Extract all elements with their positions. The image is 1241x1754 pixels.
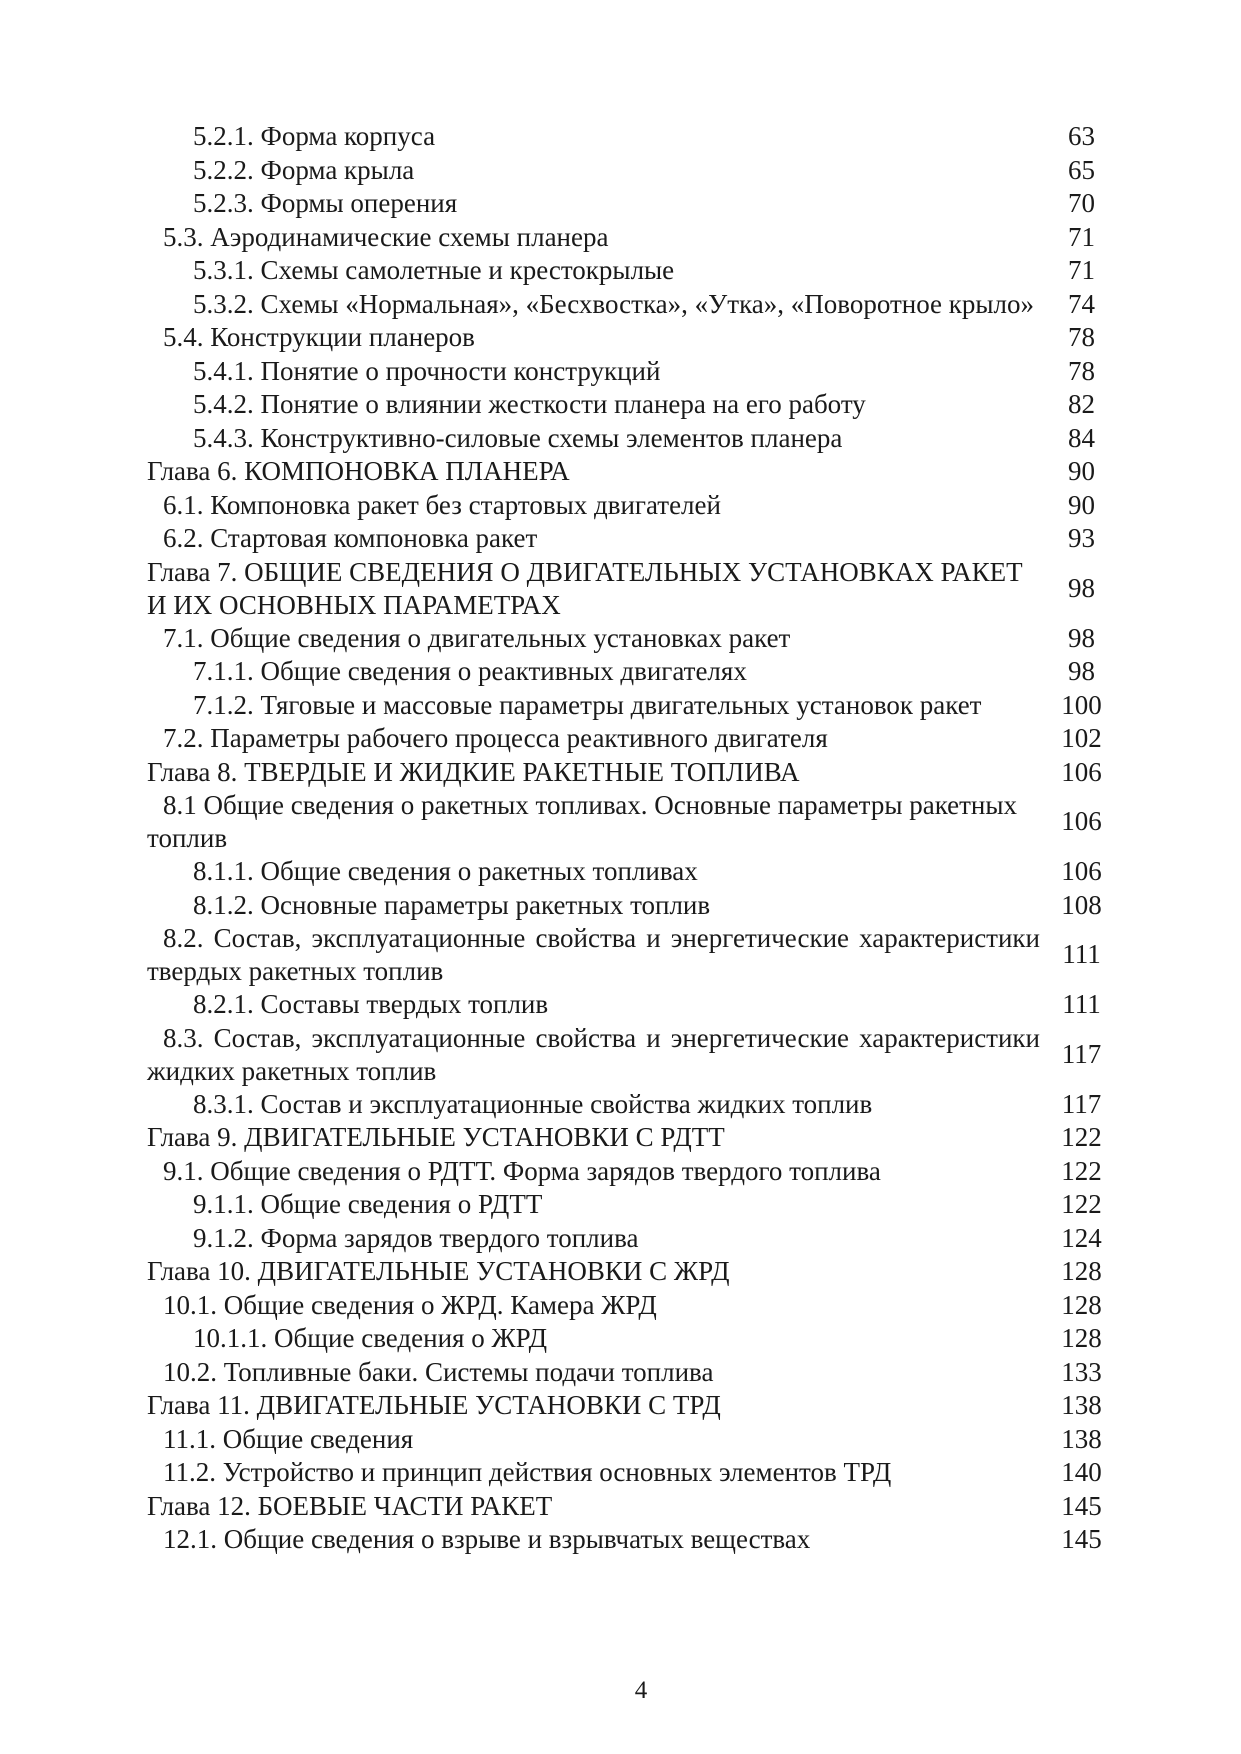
toc-entry-title: 9.1. Общие сведения о РДТТ. Форма зарядов твердого топлива bbox=[163, 1155, 881, 1186]
toc-entry-page: 122 bbox=[1061, 1122, 1102, 1152]
toc-entry-page: 106 bbox=[1061, 756, 1102, 787]
toc-entry-page: 111 bbox=[1062, 939, 1101, 970]
toc-entry-page: 100 bbox=[1061, 689, 1102, 720]
toc-entry-title: 5.3. Аэродинамические схемы планера bbox=[163, 221, 609, 252]
toc-entry-page: 124 bbox=[1061, 1222, 1102, 1253]
toc-entry[interactable] bbox=[147, 221, 1123, 255]
toc-entry-page: 93 bbox=[1068, 523, 1095, 553]
toc-entry-title: 7.1.1. Общие сведения о реактивных двигателях bbox=[193, 656, 747, 686]
toc-entry[interactable] bbox=[147, 1356, 1123, 1390]
toc-entry-title: Глава 7. ОБЩИЕ СВЕДЕНИЯ О ДВИГАТЕЛЬНЫХ УСТАНОВКАХ РАКЕТ И ИХ ОСНОВНЫХ ПАРАМЕТРАХ bbox=[147, 556, 1023, 620]
toc-entry-title: 5.3.1. Схемы самолетные и крестокрылые bbox=[193, 255, 675, 285]
toc-entry-page: 70 bbox=[1068, 188, 1095, 218]
toc-entry-title: 5.4.1. Понятие о прочности конструкций bbox=[193, 355, 661, 386]
toc-entry-page: 90 bbox=[1068, 489, 1095, 520]
toc-entry-page: 108 bbox=[1061, 889, 1102, 920]
toc-chapter-entry[interactable] bbox=[147, 1255, 1123, 1289]
toc-entry[interactable] bbox=[147, 1222, 1123, 1256]
toc-entry[interactable] bbox=[147, 889, 1123, 923]
toc-entry-page: 78 bbox=[1068, 322, 1095, 352]
toc-entry-title: 11.2. Устройство и принцип действия основных элементов ТРД bbox=[163, 1457, 892, 1487]
toc-entry-page: 111 bbox=[1062, 989, 1101, 1019]
toc-entry-title: 5.2.3. Формы оперения bbox=[193, 188, 458, 218]
toc-chapter-entry[interactable] bbox=[147, 756, 1123, 790]
toc-entry-page: 138 bbox=[1061, 1423, 1102, 1454]
toc-entry-title: 10.2. Топливные баки. Системы подачи топлива bbox=[163, 1356, 714, 1387]
toc-entry-title: 9.1.1. Общие сведения о РДТТ bbox=[193, 1189, 543, 1219]
toc-entry[interactable] bbox=[147, 1523, 1123, 1557]
toc-entry-page: 106 bbox=[1061, 856, 1102, 886]
toc-entry-page: 128 bbox=[1061, 1323, 1102, 1353]
toc-entry-page: 98 bbox=[1068, 656, 1095, 686]
toc-entry-title: 8.3.1. Состав и эксплуатационные свойства жидких топлив bbox=[193, 1088, 873, 1119]
page-number: 4 bbox=[634, 1677, 648, 1704]
toc-entry[interactable] bbox=[147, 154, 1123, 188]
toc-entry-title: 6.1. Компоновка ракет без стартовых двигателей bbox=[163, 489, 721, 520]
toc-entry-page: 145 bbox=[1061, 1524, 1102, 1554]
toc-entry[interactable] bbox=[147, 522, 1123, 556]
toc-entry-page: 98 bbox=[1068, 572, 1095, 603]
toc-entry-title: Глава 11. ДВИГАТЕЛЬНЫЕ УСТАНОВКИ С ТРД bbox=[147, 1390, 721, 1420]
toc-entry-page: 122 bbox=[1061, 1155, 1102, 1186]
toc-entry-title: 8.1 Общие сведения о ракетных топливах. Основные параметры ракетных топлив bbox=[147, 790, 1018, 853]
toc-entry-page: 128 bbox=[1061, 1289, 1102, 1320]
toc-entry-page: 138 bbox=[1061, 1390, 1102, 1420]
toc-entry[interactable] bbox=[147, 321, 1123, 355]
toc-entry[interactable] bbox=[147, 254, 1123, 288]
toc-entry-title: 8.1.2. Основные параметры ракетных топлив bbox=[193, 889, 711, 920]
toc-entry-page: 117 bbox=[1061, 1088, 1102, 1119]
toc-entry[interactable] bbox=[147, 722, 1123, 756]
toc-entry[interactable] bbox=[147, 1289, 1123, 1323]
toc-entry[interactable] bbox=[147, 388, 1123, 422]
toc-entry-page: 63 bbox=[1068, 121, 1095, 151]
toc-entry[interactable] bbox=[147, 1088, 1123, 1122]
toc-entry-title: Глава 9. ДВИГАТЕЛЬНЫЕ УСТАНОВКИ С РДТТ bbox=[147, 1122, 725, 1152]
toc-entry-page: 102 bbox=[1061, 723, 1102, 753]
toc-entry-title: 7.1. Общие сведения о двигательных установках ракет bbox=[163, 622, 791, 653]
toc-entry-page: 71 bbox=[1068, 221, 1095, 252]
toc-chapter-entry[interactable] bbox=[147, 556, 1123, 622]
toc-entry[interactable] bbox=[147, 655, 1123, 689]
toc-entry-page: 82 bbox=[1068, 389, 1095, 419]
toc-entry-page: 140 bbox=[1061, 1457, 1102, 1487]
toc-entry-page: 145 bbox=[1061, 1490, 1102, 1521]
toc-entry[interactable] bbox=[147, 988, 1123, 1022]
toc-entry-title: 11.1. Общие сведения bbox=[163, 1423, 414, 1454]
toc-entry[interactable] bbox=[147, 1022, 1123, 1088]
toc-entry[interactable] bbox=[147, 622, 1123, 656]
toc-entry-title: 10.1. Общие сведения о ЖРД. Камера ЖРД bbox=[163, 1289, 657, 1320]
toc-entry[interactable] bbox=[147, 489, 1123, 523]
toc-entry-title: 8.2.1. Составы твердых топлив bbox=[193, 989, 549, 1019]
toc-chapter-entry[interactable] bbox=[147, 1121, 1123, 1155]
toc-entry-title: 5.2.1. Форма корпуса bbox=[193, 121, 436, 151]
toc-entry-page: 90 bbox=[1068, 456, 1095, 486]
toc-entry[interactable] bbox=[147, 855, 1123, 889]
toc-entry[interactable] bbox=[147, 1322, 1123, 1356]
toc-chapter-entry[interactable] bbox=[147, 455, 1123, 489]
toc-entry-title: 5.4.3. Конструктивно-силовые схемы элементов планера bbox=[193, 422, 843, 453]
toc-entry-page: 122 bbox=[1061, 1189, 1102, 1219]
toc-entry[interactable] bbox=[147, 355, 1123, 389]
toc-entry[interactable] bbox=[147, 1423, 1123, 1457]
toc-entry-page: 74 bbox=[1068, 288, 1095, 319]
toc-entry-page: 71 bbox=[1068, 255, 1095, 285]
toc-entry[interactable] bbox=[147, 1456, 1123, 1490]
toc-entry-page: 84 bbox=[1068, 422, 1095, 453]
toc-entry-title: 5.2.2. Форма крыла bbox=[193, 154, 415, 185]
toc-entry[interactable] bbox=[147, 288, 1123, 322]
toc-entry[interactable] bbox=[147, 922, 1123, 988]
toc-entry[interactable] bbox=[147, 422, 1123, 456]
toc-entry-title: 12.1. Общие сведения о взрыве и взрывчатых веществах bbox=[163, 1524, 811, 1554]
toc-entry-title: Глава 12. БОЕВЫЕ ЧАСТИ РАКЕТ bbox=[147, 1490, 553, 1521]
toc-entry[interactable] bbox=[147, 789, 1123, 855]
toc-entry[interactable] bbox=[147, 1188, 1123, 1222]
toc-entry-page: 117 bbox=[1061, 1038, 1102, 1069]
toc-entry[interactable] bbox=[147, 689, 1123, 723]
toc-entry-title: 7.2. Параметры рабочего процесса реактивного двигателя bbox=[163, 723, 828, 753]
toc-entry-title: 9.1.2. Форма зарядов твердого топлива bbox=[193, 1222, 639, 1253]
toc-entry-page: 65 bbox=[1068, 154, 1095, 185]
toc-chapter-entry[interactable] bbox=[147, 1389, 1123, 1423]
toc-entry-title: Глава 10. ДВИГАТЕЛЬНЫЕ УСТАНОВКИ С ЖРД bbox=[147, 1256, 730, 1286]
toc-entry-title: 5.4. Конструкции планеров bbox=[163, 322, 475, 352]
toc-entry[interactable] bbox=[147, 187, 1123, 221]
toc-entry-page: 98 bbox=[1068, 622, 1095, 653]
toc-entry-title: 5.3.2. Схемы «Нормальная», «Бесхвостка», «Утка», «Поворотное крыло» bbox=[193, 288, 1035, 319]
toc-entry-page: 78 bbox=[1068, 355, 1095, 386]
toc-entry-page: 128 bbox=[1061, 1256, 1102, 1286]
toc-entry-title: 8.2. Состав, эксплуатационные свойства и энергетические характеристики твердых ракетных топлив bbox=[147, 923, 1040, 986]
toc-entry[interactable] bbox=[147, 1155, 1123, 1189]
toc-entry-page: 106 bbox=[1061, 806, 1102, 837]
toc-entry-title: Глава 8. ТВЕРДЫЕ И ЖИДКИЕ РАКЕТНЫЕ ТОПЛИВА bbox=[147, 756, 800, 787]
toc-entry-title: 5.4.2. Понятие о влиянии жесткости планера на его работу bbox=[193, 389, 866, 419]
toc-entry-title: 8.3. Состав, эксплуатационные свойства и энергетические характеристики жидких ракетных топлив bbox=[147, 1022, 1040, 1086]
toc-entry-title: Глава 6. КОМПОНОВКА ПЛАНЕРА bbox=[147, 456, 570, 486]
toc-entry-title: 7.1.2. Тяговые и массовые параметры двигательных установок ракет bbox=[193, 689, 982, 720]
toc-entry-title: 6.2. Стартовая компоновка ракет bbox=[163, 523, 538, 553]
toc-entry[interactable] bbox=[147, 120, 1123, 154]
table-of-contents bbox=[147, 120, 1123, 1557]
toc-entry-title: 8.1.1. Общие сведения о ракетных топливах bbox=[193, 856, 698, 886]
toc-entry-title: 10.1.1. Общие сведения о ЖРД bbox=[193, 1323, 548, 1353]
toc-chapter-entry[interactable] bbox=[147, 1490, 1123, 1524]
toc-entry-page: 133 bbox=[1061, 1356, 1102, 1387]
